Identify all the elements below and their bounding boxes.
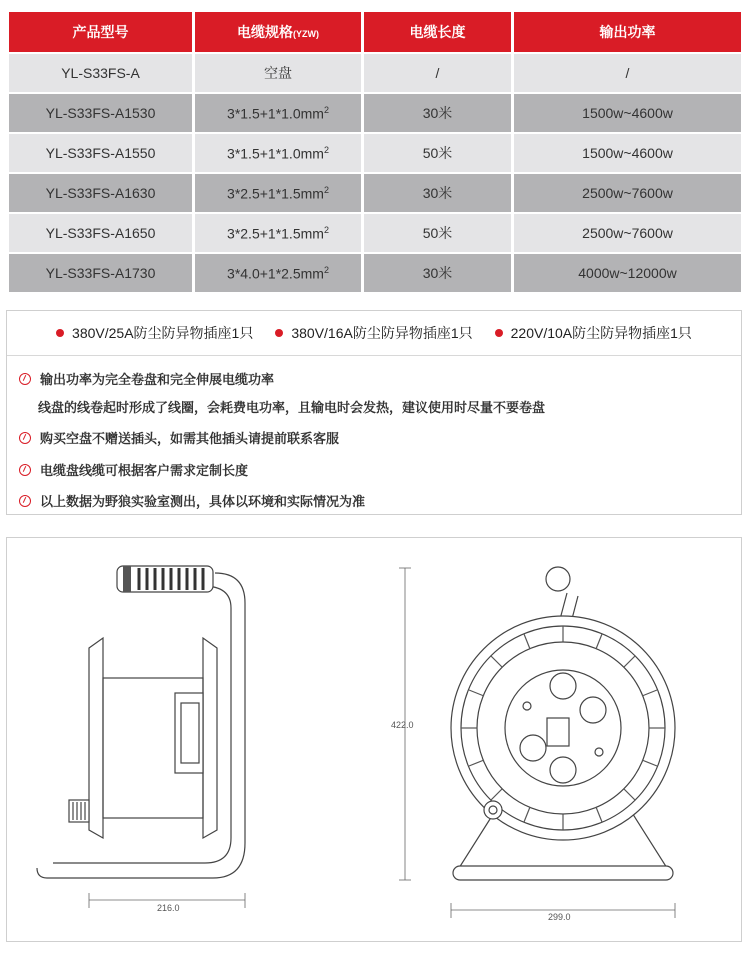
cell-length: 30米	[364, 94, 511, 132]
note-circle-icon	[19, 464, 31, 476]
cell-length: 50米	[364, 214, 511, 252]
cell-power: /	[514, 54, 741, 92]
cell-cable: $3*2.5+1*1.5mm^2$	[195, 214, 361, 252]
table-row	[9, 254, 741, 292]
note-item: 以上数据为野狼实验室测出，具体以环境和实际情况为准	[19, 491, 365, 510]
side-view	[37, 566, 245, 878]
bullet-dot-icon	[495, 329, 503, 337]
notes-box	[6, 310, 742, 515]
header-cable-length: 电缆长度	[364, 12, 511, 52]
dimension-front-height: 422.0	[391, 720, 414, 730]
table-row	[9, 94, 741, 132]
header-spec-suffix: (YZW)	[293, 29, 319, 39]
cell-model: YL-S33FS-A	[9, 54, 192, 92]
cell-cable: $3*2.5+1*1.5mm^2$	[195, 174, 361, 212]
dimension-side-width: 216.0	[157, 903, 180, 913]
cell-cable: $3*1.5+1*1.0mm^2$	[195, 134, 361, 172]
table-header-row	[9, 12, 741, 52]
cell-power: 1500w~4600w	[514, 134, 741, 172]
table-row	[9, 214, 741, 252]
note-item: 电缆盘线缆可根据客户需求定制长度	[19, 460, 248, 479]
front-view	[451, 567, 675, 880]
socket-item: 220V/10A防尘防异物插座1只	[495, 323, 692, 343]
header-model: 产品型号	[9, 12, 192, 52]
reel-drawing	[7, 538, 743, 943]
cell-power: 4000w~12000w	[514, 254, 741, 292]
dimension-front-width: 299.0	[548, 912, 571, 922]
cell-power: 2500w~7600w	[514, 214, 741, 252]
socket-list	[7, 311, 741, 356]
cell-power: 2500w~7600w	[514, 174, 741, 212]
technical-drawing	[6, 537, 742, 942]
note-continuation: 线盘的线卷起时形成了线圈，会耗费电功率，且输电时会发热，建议使用时尽量不要卷盘	[38, 400, 546, 415]
socket-item: 380V/25A防尘防异物插座1只	[56, 323, 253, 343]
cell-model: YL-S33FS-A1630	[9, 174, 192, 212]
bullet-dot-icon	[56, 329, 64, 337]
table-row	[9, 54, 741, 92]
note-item: 购买空盘不赠送插头，如需其他插头请提前联系客服	[19, 428, 339, 447]
cell-cable: 空盘	[195, 54, 361, 92]
table-row	[9, 174, 741, 212]
cell-length: 50米	[364, 134, 511, 172]
cell-model: YL-S33FS-A1650	[9, 214, 192, 252]
bullet-dot-icon	[275, 329, 283, 337]
socket-item: 380V/16A防尘防异物插座1只	[275, 323, 472, 343]
header-cable-spec: 电缆规格(YZW)	[195, 12, 361, 52]
cell-length: /	[364, 54, 511, 92]
cell-model: YL-S33FS-A1730	[9, 254, 192, 292]
cell-model: YL-S33FS-A1530	[9, 94, 192, 132]
cell-length: 30米	[364, 254, 511, 292]
table-row	[9, 134, 741, 172]
cell-cable: $3*4.0+1*2.5mm^2$	[195, 254, 361, 292]
cell-model: YL-S33FS-A1550	[9, 134, 192, 172]
cell-power: 1500w~4600w	[514, 94, 741, 132]
note-item: 输出功率为完全卷盘和完全伸展电缆功率	[19, 369, 274, 388]
cell-length: 30米	[364, 174, 511, 212]
header-output-power: 输出功率	[514, 12, 741, 52]
note-circle-icon	[19, 432, 31, 444]
note-circle-icon	[19, 373, 31, 385]
cell-cable: $3*1.5+1*1.0mm^2$	[195, 94, 361, 132]
spec-table	[6, 10, 744, 294]
note-circle-icon	[19, 495, 31, 507]
